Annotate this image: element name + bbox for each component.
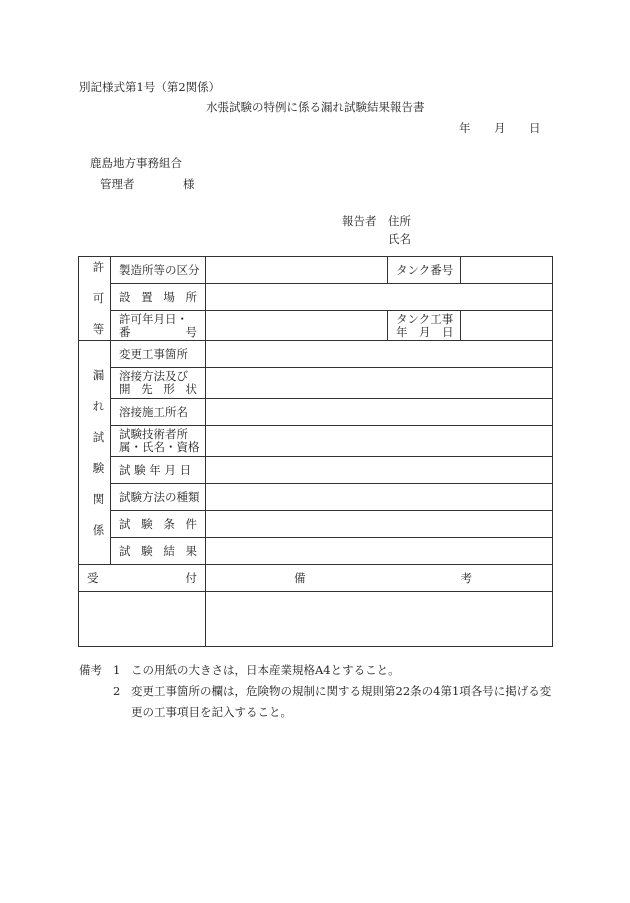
field-change-location[interactable]: [206, 341, 553, 368]
reporter-label: 報告者: [342, 214, 377, 228]
group-permit: 許 可 等: [79, 257, 111, 341]
label-test-conditions: 試 験 条 件: [111, 511, 206, 538]
group-leak-test: 漏 れ 試 験 関 係: [79, 341, 111, 565]
field-test-date[interactable]: [206, 457, 553, 484]
field-test-results[interactable]: [206, 538, 553, 565]
label-welding-method: 溶接方法及び 開 先 形 状: [111, 368, 206, 399]
field-tank-number[interactable]: [461, 257, 553, 284]
field-test-conditions[interactable]: [206, 511, 553, 538]
date-day: 日: [529, 121, 541, 135]
reporter-name-label: 氏名: [388, 232, 411, 246]
field-tank-work-date[interactable]: [461, 311, 553, 341]
field-remarks[interactable]: [206, 592, 553, 647]
field-receipt[interactable]: [79, 592, 206, 647]
label-welding-site: 溶接施工所名: [111, 399, 206, 426]
report-form-table: [78, 256, 553, 647]
addressee-role: 管理者: [100, 177, 135, 191]
note-2-text-a: 変更工事箇所の欄は，危険物の規制に関する規則第22条の4第1項各号に掲げる変: [131, 684, 552, 698]
label-remarks: 備 考: [206, 565, 553, 592]
notes-label: 備考: [79, 663, 102, 677]
addressee-honorific: 様: [183, 177, 195, 191]
label-install-location: 設 置 場 所: [111, 284, 206, 311]
field-test-method[interactable]: [206, 484, 553, 511]
field-welding-method[interactable]: [206, 368, 553, 399]
note-2-text-b: 更の工事項目を記入すること。: [131, 705, 292, 719]
label-test-date: 試 験 年 月 日: [111, 457, 206, 484]
field-facility-category[interactable]: [206, 257, 388, 284]
note-1-text: この用紙の大きさは，日本産業規格A4とすること。: [131, 663, 400, 677]
page-title: 水張試験の特例に係る漏れ試験結果報告書: [206, 100, 425, 114]
date-month: 月: [494, 121, 506, 135]
reporter-address-label: 住所: [388, 214, 411, 228]
label-test-results: 試 験 結 果: [111, 538, 206, 565]
field-install-location[interactable]: [206, 284, 553, 311]
note-1-number: 1: [113, 663, 121, 677]
field-permit-date[interactable]: [206, 311, 388, 341]
form-id: 別記様式第1号（第2関係）: [79, 80, 221, 94]
label-receipt: 受 付: [79, 565, 206, 592]
label-test-technician: 試験技術者所 属・氏名・資格: [111, 426, 206, 457]
label-tank-work-date: タンク工事 年 月 日: [388, 311, 461, 341]
date-year: 年: [459, 121, 471, 135]
label-tank-number: タンク番号: [388, 257, 461, 284]
field-test-technician[interactable]: [206, 426, 553, 457]
addressee-org: 鹿島地方事務組合: [90, 156, 182, 170]
label-permit-date: 許可年月日・ 番 号: [111, 311, 206, 341]
label-facility-category: 製造所等の区分: [111, 257, 206, 284]
note-2-number: 2: [113, 684, 121, 698]
field-welding-site[interactable]: [206, 399, 553, 426]
label-test-method: 試験方法の種類: [111, 484, 206, 511]
notes-section: [79, 660, 551, 723]
label-change-location: 変更工事箇所: [111, 341, 206, 368]
